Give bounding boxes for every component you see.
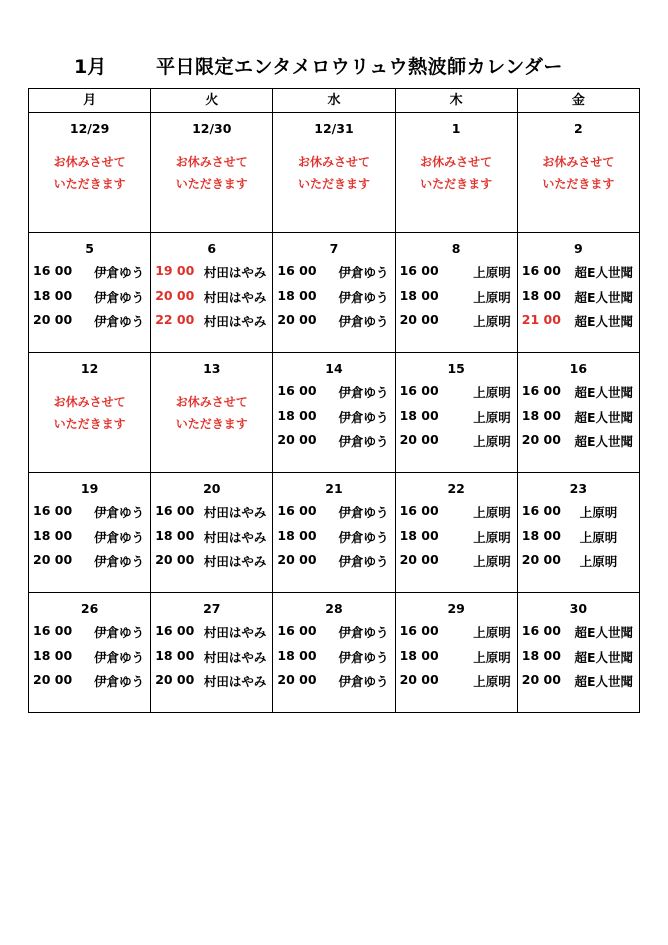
slot-row xyxy=(273,263,394,288)
slot-performer: 伊倉ゆう xyxy=(338,674,389,689)
slot-performer: 伊倉ゆう xyxy=(338,385,389,400)
slot-time: 20 00 xyxy=(33,312,73,327)
slot-time: 20 00 xyxy=(521,672,561,687)
day-date: 2 xyxy=(574,121,583,136)
slot-list xyxy=(396,383,517,457)
slot-row xyxy=(29,263,150,288)
day-cell xyxy=(151,593,273,713)
slot-time: 18 00 xyxy=(33,527,73,543)
slot-row xyxy=(151,312,272,337)
slot-time: 16 00 xyxy=(155,503,195,518)
page-title: 平日限定エンタメロウリュウ熱波師カレンダー xyxy=(156,56,563,78)
slot-performer: 伊倉ゆう xyxy=(94,674,145,689)
day-date: 1 xyxy=(451,121,461,136)
closed-notice xyxy=(151,391,272,435)
day-date: 26 xyxy=(80,601,99,616)
slot-row xyxy=(518,648,639,673)
slot-performer: 村田はやみ xyxy=(203,529,267,545)
slot-performer: 上原明 xyxy=(473,289,511,305)
slot-list xyxy=(151,623,272,697)
day-date: 22 xyxy=(447,481,465,496)
slot-performer: 上原明 xyxy=(473,649,511,665)
closed-notice-line1: お休みさせて xyxy=(297,155,370,169)
slot-list xyxy=(273,503,394,577)
slot-performer: 伊倉ゆう xyxy=(338,649,389,665)
closed-notice xyxy=(29,391,150,435)
slot-performer: 上原明 xyxy=(473,385,511,400)
day-cell xyxy=(29,593,151,713)
closed-notice xyxy=(29,151,150,195)
slot-time: 21 00 xyxy=(521,312,561,327)
slot-time: 20 00 xyxy=(399,552,439,567)
slot-row xyxy=(396,528,517,553)
day-date: 15 xyxy=(447,361,465,376)
day-date: 27 xyxy=(203,601,221,616)
slot-row xyxy=(273,432,394,457)
slot-performer: 超E人世聞 xyxy=(574,625,633,640)
slot-performer: 村田はやみ xyxy=(203,625,267,640)
day-cell xyxy=(273,113,395,233)
week-row xyxy=(29,113,640,233)
slot-performer: 上原明 xyxy=(473,674,511,689)
day-cell xyxy=(517,233,639,353)
slot-list xyxy=(29,503,150,577)
slot-time: 16 00 xyxy=(33,623,73,638)
calendar-table xyxy=(28,88,640,713)
slot-performer: 超E人世聞 xyxy=(574,434,633,449)
slot-time: 16 00 xyxy=(521,263,561,278)
slot-row xyxy=(396,672,517,697)
slot-row xyxy=(518,408,639,433)
slot-row xyxy=(518,312,639,337)
slot-time: 18 00 xyxy=(399,407,439,423)
slot-performer: 上原明 xyxy=(579,505,618,520)
month-label: 1月 xyxy=(74,56,107,78)
slot-row xyxy=(273,648,394,673)
slot-performer: 村田はやみ xyxy=(203,674,267,689)
slot-list xyxy=(396,623,517,697)
slot-time: 19 00 xyxy=(155,263,195,278)
slot-list xyxy=(151,263,272,337)
slot-performer: 上原明 xyxy=(579,554,618,569)
closed-notice xyxy=(151,151,272,195)
week-row xyxy=(29,593,640,713)
day-date: 16 xyxy=(569,361,588,376)
slot-time: 18 00 xyxy=(521,287,561,303)
slot-performer: 伊倉ゆう xyxy=(338,314,389,329)
day-date: 8 xyxy=(451,241,461,256)
slot-performer: 伊倉ゆう xyxy=(94,649,145,665)
slot-row xyxy=(273,672,394,697)
day-date: 23 xyxy=(569,481,588,496)
slot-row xyxy=(518,623,639,648)
slot-performer: 上原明 xyxy=(579,529,618,545)
day-cell xyxy=(517,353,639,473)
slot-performer: 超E人世聞 xyxy=(574,409,633,425)
slot-row xyxy=(396,312,517,337)
closed-notice-line1: お休みさせて xyxy=(53,155,126,169)
day-cell xyxy=(273,233,395,353)
slot-time: 20 00 xyxy=(521,552,561,567)
slot-performer: 伊倉ゆう xyxy=(338,529,389,545)
day-date: 6 xyxy=(207,241,217,256)
slot-row xyxy=(396,648,517,673)
day-date: 19 xyxy=(80,481,99,496)
weekday-tue: 火 xyxy=(151,89,273,113)
day-cell xyxy=(395,113,517,233)
slot-row xyxy=(29,528,150,553)
slot-row xyxy=(151,503,272,528)
slot-time: 18 00 xyxy=(521,527,561,543)
week-row xyxy=(29,233,640,353)
slot-time: 16 00 xyxy=(399,263,439,278)
slot-performer: 村田はやみ xyxy=(203,265,267,280)
slot-row xyxy=(273,528,394,553)
slot-performer: 超E人世聞 xyxy=(574,649,633,665)
day-cell xyxy=(395,473,517,593)
week-row xyxy=(29,353,640,473)
slot-performer: 伊倉ゆう xyxy=(338,625,389,640)
slot-time: 20 00 xyxy=(399,672,439,687)
closed-notice-line1: お休みさせて xyxy=(420,155,493,169)
closed-notice xyxy=(518,151,639,195)
slot-time: 18 00 xyxy=(399,287,439,303)
closed-notice-line1: お休みさせて xyxy=(175,155,248,169)
slot-row xyxy=(151,288,272,313)
closed-notice-line2: いただきます xyxy=(542,177,615,191)
slot-performer: 伊倉ゆう xyxy=(338,409,389,425)
slot-row xyxy=(273,383,394,408)
slot-row xyxy=(518,503,639,528)
slot-time: 18 00 xyxy=(277,407,317,423)
slot-row xyxy=(518,383,639,408)
day-cell xyxy=(517,113,639,233)
slot-row xyxy=(29,503,150,528)
slot-row xyxy=(518,432,639,457)
slot-list xyxy=(29,623,150,697)
closed-notice-line2: いただきます xyxy=(175,177,248,191)
day-cell xyxy=(273,473,395,593)
slot-time: 16 00 xyxy=(521,503,561,518)
day-cell xyxy=(517,473,639,593)
closed-notice-line2: いただきます xyxy=(297,177,370,191)
closed-notice-line1: お休みさせて xyxy=(175,395,248,409)
slot-time: 20 00 xyxy=(155,672,195,687)
slot-performer: 伊倉ゆう xyxy=(94,554,145,569)
slot-time: 20 00 xyxy=(277,552,317,567)
slot-time: 20 00 xyxy=(277,432,317,447)
slot-time: 20 00 xyxy=(277,312,317,327)
slot-list xyxy=(518,623,639,697)
slot-list xyxy=(518,263,639,337)
slot-performer: 上原明 xyxy=(473,434,511,449)
slot-time: 20 00 xyxy=(399,432,439,447)
slot-performer: 伊倉ゆう xyxy=(94,265,145,280)
slot-row xyxy=(151,623,272,648)
closed-notice-line1: お休みさせて xyxy=(53,395,126,409)
slot-row xyxy=(29,648,150,673)
slot-list xyxy=(273,263,394,337)
closed-notice-line2: いただきます xyxy=(175,417,248,431)
slot-time: 16 00 xyxy=(399,623,439,638)
slot-time: 18 00 xyxy=(155,527,195,543)
day-date: 12/31 xyxy=(314,121,354,136)
slot-row xyxy=(151,263,272,288)
closed-notice-line2: いただきます xyxy=(53,177,126,191)
slot-performer: 上原明 xyxy=(473,529,511,545)
slot-time: 18 00 xyxy=(277,527,317,543)
slot-time: 18 00 xyxy=(277,287,317,303)
slot-row xyxy=(396,552,517,577)
slot-row xyxy=(29,312,150,337)
slot-performer: 村田はやみ xyxy=(203,649,267,665)
closed-notice-line1: お休みさせて xyxy=(542,155,615,169)
slot-performer: 超E人世聞 xyxy=(574,385,633,400)
slot-performer: 上原明 xyxy=(473,505,511,520)
slot-time: 16 00 xyxy=(399,503,439,518)
day-date: 14 xyxy=(325,361,343,376)
slot-time: 18 00 xyxy=(399,647,439,663)
day-date: 30 xyxy=(569,601,588,616)
slot-performer: 上原明 xyxy=(473,554,511,569)
day-cell xyxy=(29,473,151,593)
slot-performer: 伊倉ゆう xyxy=(94,289,145,305)
slot-row xyxy=(396,623,517,648)
slot-list xyxy=(396,263,517,337)
slot-performer: 村田はやみ xyxy=(203,554,267,569)
day-cell xyxy=(29,233,151,353)
slot-list xyxy=(396,503,517,577)
slot-time: 20 00 xyxy=(33,552,73,567)
slot-time: 18 00 xyxy=(521,647,561,663)
slot-row xyxy=(29,623,150,648)
day-date: 28 xyxy=(325,601,343,616)
slot-performer: 伊倉ゆう xyxy=(338,265,389,280)
slot-time: 20 00 xyxy=(155,287,195,303)
slot-performer: 上原明 xyxy=(473,314,511,329)
weekday-mon: 月 xyxy=(29,89,151,113)
slot-time: 18 00 xyxy=(33,647,73,663)
day-date: 5 xyxy=(85,241,94,256)
slot-performer: 超E人世聞 xyxy=(574,265,633,280)
week-row xyxy=(29,473,640,593)
slot-performer: 超E人世聞 xyxy=(574,289,633,305)
slot-row xyxy=(151,648,272,673)
slot-time: 16 00 xyxy=(277,383,317,398)
day-cell xyxy=(151,113,273,233)
closed-notice-line2: いただきます xyxy=(53,417,126,431)
day-cell xyxy=(151,353,273,473)
slot-time: 16 00 xyxy=(33,263,73,278)
day-cell xyxy=(517,593,639,713)
slot-performer: 伊倉ゆう xyxy=(338,434,389,449)
slot-row xyxy=(151,672,272,697)
slot-list xyxy=(273,383,394,457)
day-date: 12/30 xyxy=(192,121,232,136)
title-row xyxy=(0,52,668,82)
slot-time: 20 00 xyxy=(33,672,73,687)
closed-notice xyxy=(396,151,517,195)
slot-time: 18 00 xyxy=(521,407,561,423)
slot-performer: 上原明 xyxy=(473,409,511,425)
weekday-header-row xyxy=(29,89,640,113)
slot-row xyxy=(518,263,639,288)
slot-performer: 超E人世聞 xyxy=(574,314,633,329)
day-date: 29 xyxy=(447,601,465,616)
slot-performer: 超E人世聞 xyxy=(574,674,633,689)
day-cell xyxy=(273,593,395,713)
slot-row xyxy=(396,432,517,457)
weekday-wed: 水 xyxy=(273,89,395,113)
slot-row xyxy=(273,288,394,313)
day-date: 7 xyxy=(329,241,339,256)
day-cell xyxy=(395,353,517,473)
slot-time: 20 00 xyxy=(155,552,195,567)
slot-performer: 伊倉ゆう xyxy=(94,625,145,640)
slot-row xyxy=(396,503,517,528)
slot-row xyxy=(518,528,639,553)
slot-row xyxy=(273,503,394,528)
slot-list xyxy=(29,263,150,337)
day-date: 21 xyxy=(325,481,343,496)
slot-time: 16 00 xyxy=(277,503,317,518)
slot-row xyxy=(151,552,272,577)
day-date: 12/29 xyxy=(69,121,110,136)
slot-row xyxy=(151,528,272,553)
slot-row xyxy=(518,672,639,697)
slot-performer: 伊倉ゆう xyxy=(94,314,145,329)
day-date: 9 xyxy=(574,241,583,256)
slot-list xyxy=(518,383,639,457)
slot-time: 16 00 xyxy=(33,503,73,518)
slot-list xyxy=(518,503,639,577)
slot-row xyxy=(396,383,517,408)
slot-performer: 伊倉ゆう xyxy=(94,529,145,545)
day-cell xyxy=(151,473,273,593)
slot-time: 18 00 xyxy=(33,287,73,303)
slot-performer: 村田はやみ xyxy=(203,289,267,305)
slot-time: 16 00 xyxy=(521,383,561,398)
day-cell xyxy=(29,113,151,233)
slot-time: 18 00 xyxy=(277,647,317,663)
slot-time: 20 00 xyxy=(277,672,317,687)
slot-time: 20 00 xyxy=(521,432,561,447)
day-date: 13 xyxy=(203,361,221,376)
slot-time: 18 00 xyxy=(155,647,195,663)
slot-performer: 伊倉ゆう xyxy=(338,554,389,569)
slot-performer: 上原明 xyxy=(473,625,511,640)
slot-row xyxy=(518,552,639,577)
day-cell xyxy=(273,353,395,473)
slot-time: 18 00 xyxy=(399,527,439,543)
closed-notice-line2: いただきます xyxy=(420,177,493,191)
slot-row xyxy=(273,623,394,648)
slot-row xyxy=(518,288,639,313)
day-cell xyxy=(395,593,517,713)
weekday-thu: 木 xyxy=(395,89,517,113)
slot-row xyxy=(273,312,394,337)
day-date: 12 xyxy=(80,361,99,376)
slot-row xyxy=(273,408,394,433)
slot-list xyxy=(273,623,394,697)
slot-performer: 伊倉ゆう xyxy=(338,505,389,520)
slot-list xyxy=(151,503,272,577)
day-date: 20 xyxy=(203,481,221,496)
slot-row xyxy=(29,552,150,577)
slot-row xyxy=(29,288,150,313)
closed-notice xyxy=(273,151,394,195)
slot-row xyxy=(273,552,394,577)
day-cell xyxy=(151,233,273,353)
slot-row xyxy=(396,288,517,313)
slot-performer: 伊倉ゆう xyxy=(94,505,145,520)
slot-time: 22 00 xyxy=(155,312,195,327)
slot-time: 16 00 xyxy=(521,623,561,638)
slot-row xyxy=(396,263,517,288)
slot-time: 16 00 xyxy=(277,263,317,278)
day-cell xyxy=(29,353,151,473)
slot-performer: 伊倉ゆう xyxy=(338,289,389,305)
slot-performer: 上原明 xyxy=(473,265,511,280)
day-cell xyxy=(395,233,517,353)
slot-performer: 村田はやみ xyxy=(203,314,267,329)
weekday-fri: 金 xyxy=(517,89,639,113)
slot-time: 16 00 xyxy=(399,383,439,398)
slot-time: 20 00 xyxy=(399,312,439,327)
slot-performer: 村田はやみ xyxy=(203,505,267,520)
slot-row xyxy=(29,672,150,697)
slot-row xyxy=(396,408,517,433)
slot-time: 16 00 xyxy=(155,623,195,638)
slot-time: 16 00 xyxy=(277,623,317,638)
